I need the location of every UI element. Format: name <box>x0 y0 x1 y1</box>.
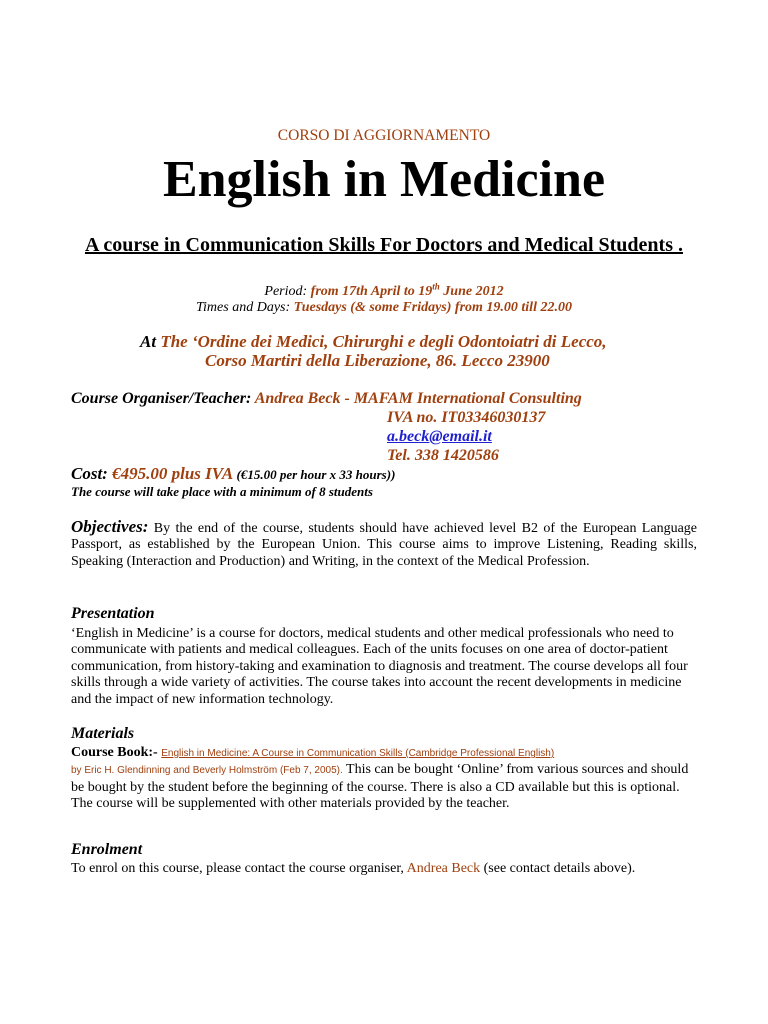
course-kicker: CORSO DI AGGIORNAMENTO <box>277 127 491 144</box>
enrolment-text-before: To enrol on this course, please contact the course organiser, <box>71 861 404 876</box>
organiser-iva: IVA no. IT03346030137 <box>387 409 546 426</box>
materials-course-book <box>71 745 697 813</box>
venue-name: The ‘Ordine dei Medici, Chirurghi e degli Odontoiatri di Lecco, <box>160 332 607 351</box>
venue-line-1 <box>140 332 607 352</box>
enrolment-heading: Enrolment <box>71 841 143 858</box>
organiser-email-line <box>387 427 492 446</box>
period-line <box>0 283 768 300</box>
cost-label: Cost: <box>71 464 108 483</box>
cost-amount: €495.00 plus IVA <box>112 464 233 483</box>
period-value: from 17th April to 19th June 2012 <box>310 281 504 299</box>
course-book-link[interactable]: English in Medicine: A Course in Communication Skills (Cambridge Professional English) <box>161 748 555 759</box>
course-book-label: Course Book:- <box>71 745 158 760</box>
cost-detail: (€15.00 per hour x 33 hours)) <box>236 467 396 482</box>
presentation-text: ‘English in Medicine’ is a course for doctors, medical students and other medical professionals who need to communicate with patients and medical colleagues. Each of the units focuses on one area of doctor-patient communication, from history-taking and examination to diagnosis and treatment. The course develops all four skills through a wide variety of activities. The course takes into account the recent developments in medicine and the impact of new information technology. <box>71 626 688 707</box>
organiser-line <box>71 389 582 408</box>
presentation-heading: Presentation <box>71 605 155 622</box>
objectives-heading: Objectives: <box>71 517 149 536</box>
venue-at-label: At <box>140 332 157 351</box>
materials-supplement: The course will be supplemented with other materials provided by the teacher. <box>71 796 510 812</box>
course-book-text: This can be bought ‘Online’ from various sources and should be bought by the student before the beginning of the course. There is also a CD available but this is optional. <box>71 762 689 795</box>
venue-address: Corso Martiri della Liberazione, 86. Lecco 23900 <box>205 351 550 370</box>
period-label: Period: <box>264 284 308 299</box>
organiser-email-link[interactable]: a.beck@email.it <box>387 428 492 445</box>
times-line <box>0 299 768 316</box>
objectives-section <box>71 519 697 570</box>
course-title: English in Medicine <box>162 151 606 208</box>
organiser-name: Andrea Beck - MAFAM International Consulting <box>254 390 582 407</box>
course-book-authors: by Eric H. Glendinning and Beverly Holmström (Feb 7, 2005). <box>71 765 343 777</box>
enrolment-text <box>71 861 697 877</box>
cost-line <box>71 464 395 484</box>
organiser-phone: Tel. 338 1420586 <box>387 447 499 464</box>
times-value: Tuesdays (& some Fridays) from 19.00 till 22.00 <box>293 300 572 315</box>
objectives-text: By the end of the course, students should have achieved level B2 of the European Language Passport, as established by the European Union. This course aims to improve Listening, Reading skills, Speaking (Interaction and Production) and Writing, in the context of the Medical Profession. <box>71 521 697 569</box>
organiser-label: Course Organiser/Teacher: <box>71 390 252 407</box>
times-label: Times and Days: <box>196 300 291 315</box>
enrolment-text-after: (see contact details above). <box>483 861 636 876</box>
minimum-students-note: The course will take place with a minimum of 8 students <box>71 484 373 499</box>
course-subtitle: A course in Communication Skills For Doctors and Medical Students . <box>85 234 683 256</box>
enrolment-contact-name: Andrea Beck <box>406 861 481 876</box>
materials-heading: Materials <box>71 725 135 742</box>
